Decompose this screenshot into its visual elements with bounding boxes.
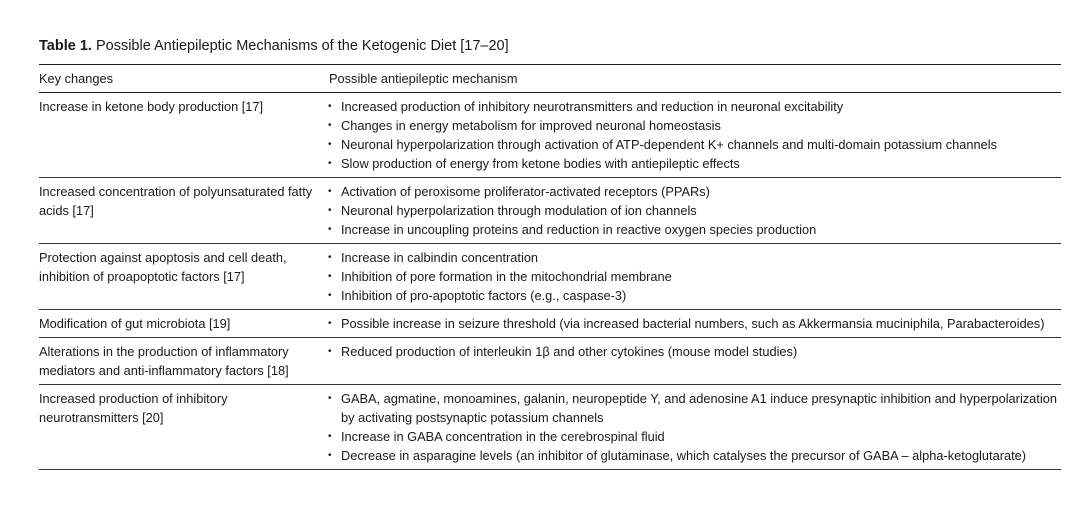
mechanism-text: Neuronal hyperpolarization through modulation of ion channels <box>341 203 697 218</box>
table-row <box>39 385 1061 470</box>
column-header-mechanism: Possible antiepileptic mechanism <box>328 65 1061 93</box>
mechanism-item <box>328 97 1061 116</box>
mechanism-text: Neuronal hyperpolarization through activation of ATP-dependent K+ channels and multi-domain potassium channels <box>341 137 998 152</box>
mechanism-item <box>328 446 1061 465</box>
bullet-icon: • <box>328 290 332 301</box>
mechanism-text: GABA, agmatine, monoamines, galanin, neuropeptide Y, and adenosine A1 induce presynaptic inhibition and hyperpolarization by activating postsynaptic potassium channels <box>341 391 1057 425</box>
bullet-icon: • <box>328 120 332 131</box>
mechanism-list <box>328 389 1061 465</box>
mechanism-list <box>328 342 1061 361</box>
bullet-icon: • <box>328 186 332 197</box>
mechanism-list <box>328 314 1061 333</box>
bullet-icon: • <box>328 158 332 169</box>
mechanism-text: Reduced production of interleukin 1β and other cytokines (mouse model studies) <box>341 344 798 359</box>
document <box>39 36 1061 470</box>
table-row <box>39 310 1061 338</box>
table-caption-label: Table 1. <box>39 38 92 54</box>
mechanism-item <box>328 154 1061 173</box>
bullet-icon: • <box>328 271 332 282</box>
key-change-cell: Increased concentration of polyunsaturated fatty acids [17] <box>39 178 328 244</box>
bullet-icon: • <box>328 393 332 404</box>
mechanism-item <box>328 389 1061 427</box>
bullet-icon: • <box>328 139 332 150</box>
bullet-icon: • <box>328 346 332 357</box>
mechanism-text: Activation of peroxisome proliferator-activated receptors (PPARs) <box>341 184 710 199</box>
mechanism-text: Increased production of inhibitory neurotransmitters and reduction in neuronal excitability <box>341 99 844 114</box>
mechanism-text: Increase in GABA concentration in the cerebrospinal fluid <box>341 429 665 444</box>
table-row <box>39 338 1061 385</box>
mechanism-item <box>328 182 1061 201</box>
mechanism-list <box>328 182 1061 239</box>
mechanism-item <box>328 220 1061 239</box>
bullet-icon: • <box>328 205 332 216</box>
key-change-cell: Modification of gut microbiota [19] <box>39 310 328 338</box>
mechanism-list <box>328 248 1061 305</box>
mechanism-item <box>328 314 1061 333</box>
bullet-icon: • <box>328 252 332 263</box>
mechanism-cell <box>328 244 1061 310</box>
mechanism-text: Changes in energy metabolism for improved neuronal homeostasis <box>341 118 721 133</box>
mechanism-text: Slow production of energy from ketone bodies with antiepileptic effects <box>341 156 740 171</box>
mechanism-item <box>328 116 1061 135</box>
table-caption-title: Possible Antiepileptic Mechanisms of the Ketogenic Diet [17–20] <box>95 38 509 54</box>
mechanism-cell <box>328 93 1061 178</box>
mechanism-list <box>328 97 1061 173</box>
mechanism-cell <box>328 178 1061 244</box>
key-change-cell: Increased production of inhibitory neurotransmitters [20] <box>39 385 328 470</box>
bullet-icon: • <box>328 318 332 329</box>
bullet-icon: • <box>328 431 332 442</box>
key-change-cell: Increase in ketone body production [17] <box>39 93 328 178</box>
mechanism-cell <box>328 310 1061 338</box>
mechanism-cell <box>328 385 1061 470</box>
mechanism-text: Increase in calbindin concentration <box>341 250 539 265</box>
table-row <box>39 244 1061 310</box>
column-header-key-changes: Key changes <box>39 65 328 93</box>
mechanism-item <box>328 248 1061 267</box>
mechanism-text: Increase in uncoupling proteins and reduction in reactive oxygen species production <box>341 222 817 237</box>
bullet-icon: • <box>328 450 332 461</box>
mechanism-cell <box>328 338 1061 385</box>
table-caption <box>39 36 1061 56</box>
table-row <box>39 178 1061 244</box>
mechanism-text: Decrease in asparagine levels (an inhibitor of glutaminase, which catalyses the precursor of GABA – alpha-ketoglutarate) <box>341 448 1027 463</box>
mechanisms-table <box>39 64 1061 470</box>
mechanism-item <box>328 286 1061 305</box>
mechanism-item <box>328 267 1061 286</box>
mechanism-text: Inhibition of pore formation in the mitochondrial membrane <box>341 269 672 284</box>
mechanism-item <box>328 201 1061 220</box>
table-body <box>39 93 1061 470</box>
table-header-row <box>39 65 1061 93</box>
key-change-cell: Alterations in the production of inflammatory mediators and anti-inflammatory factors [18] <box>39 338 328 385</box>
mechanism-text: Inhibition of pro-apoptotic factors (e.g., caspase-3) <box>341 288 627 303</box>
mechanism-item <box>328 427 1061 446</box>
bullet-icon: • <box>328 101 332 112</box>
mechanism-text: Possible increase in seizure threshold (via increased bacterial numbers, such as Akkermansia muciniphila, Parabacteroides) <box>341 316 1045 331</box>
mechanism-item <box>328 342 1061 361</box>
key-change-cell: Protection against apoptosis and cell death, inhibition of proapoptotic factors [17] <box>39 244 328 310</box>
bullet-icon: • <box>328 224 332 235</box>
table-row <box>39 93 1061 178</box>
mechanism-item <box>328 135 1061 154</box>
